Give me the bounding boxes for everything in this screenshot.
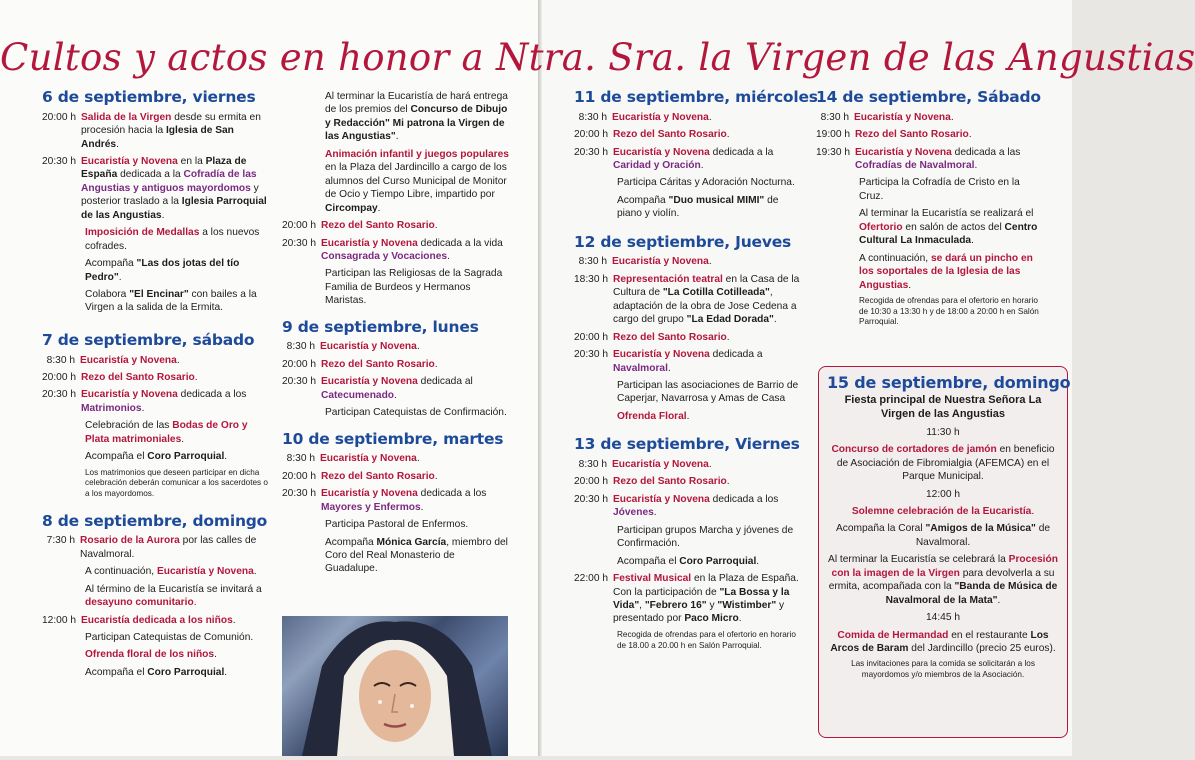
day-heading: 14 de septiembre, Sábado: [816, 88, 1041, 106]
event: [282, 219, 510, 232]
day-heading: 11 de septiembre, miércoles: [574, 88, 818, 106]
event-time: 20:30 h: [574, 349, 608, 361]
event-detail: Acompaña el Coro Parroquial.: [617, 555, 760, 567]
event-text: Comida de Hermandad en el restaurante Los Arcos de Baram del Jardincillo (precio 25 euros).: [830, 629, 1056, 655]
note-text: Recogida de ofrendas para el ofertorio en horario de 10:30 a 13:30 h y de 18:00 a 20:00 h en Salón Parroquial.: [859, 296, 1039, 327]
event-time: 20:30 h: [282, 488, 316, 500]
event-time: 20:00 h: [282, 470, 316, 482]
event-time: 20:00 h: [574, 476, 608, 488]
page-title: Cultos y actos en honor a Ntra. Sra. la Virgen de las Angustias: [0, 36, 1195, 79]
event: [816, 128, 1042, 141]
event-detail: Al terminar la Eucaristía se realizará el Ofertorio en salón de actos del Centro Cultural La Inmaculada.: [859, 208, 1038, 247]
event-time: 20:00 h: [574, 331, 608, 343]
event-time: 20:00 h: [574, 129, 608, 141]
event-detail: Acompaña "Las dos jotas del tío Pedro".: [85, 258, 240, 283]
event-detail: Colabora "El Encinar" con bailes a la Virgen a la salida de la Ermita.: [85, 289, 257, 314]
event-time: 20:00 h: [282, 358, 316, 370]
event-text: Eucaristía y Novena dedicada a las Cofradías de Navalmoral.: [855, 146, 1021, 171]
event-detail: Acompaña Mónica García, miembro del Coro del Real Monasterio de Guadalupe.: [325, 536, 508, 575]
event-time: 8:30 h: [286, 453, 315, 465]
event: [574, 572, 800, 626]
event-time: 11:30 h: [926, 426, 960, 438]
event: [42, 371, 268, 384]
event-detail: Ofrenda floral de los niños.: [85, 649, 217, 661]
event-text: Eucaristía y Novena dedicada al Catecumenado.: [321, 376, 473, 401]
event-text: Eucaristía y Novena.: [854, 111, 954, 123]
event: [282, 237, 510, 264]
event: [574, 475, 800, 488]
event: [42, 388, 268, 415]
event-text: Eucaristía y Novena en la Plaza de España dedicada a la Cofradía de las Angustias y antiguos mayordomos y posterior traslado a la Iglesia Parroquial de las Angustias.: [81, 155, 267, 221]
main-festivity-box: [818, 366, 1071, 738]
event-text: Eucaristía y Novena dedicada a la vida Consagrada y Vocaciones.: [321, 237, 503, 262]
event: [42, 614, 268, 627]
day-heading: 6 de septiembre, viernes: [42, 88, 256, 106]
virgin-image-icon: [282, 616, 508, 756]
event-detail: Participa Pastoral de Enfermos.: [325, 519, 469, 531]
event: [816, 111, 1042, 124]
event-time: 12:00 h: [42, 614, 76, 626]
event-time: 20:30 h: [282, 376, 316, 388]
day-heading: 13 de septiembre, Viernes: [574, 435, 800, 454]
page-fold: [538, 0, 542, 756]
note-text: Recogida de ofrendas para el ofertorio en horario de 18.00 a 20.00 h en Salón Parroquial.: [617, 629, 796, 650]
event: [574, 493, 800, 520]
event-text: Eucaristía y Novena dedicada a Navalmoral.: [613, 349, 763, 374]
event-time: 7:30 h: [46, 535, 75, 547]
event-text: Rezo del Santo Rosario.: [855, 129, 972, 141]
event-text: Rezo del Santo Rosario.: [321, 220, 438, 232]
event-time: 22:00 h: [574, 573, 608, 585]
event-time: 8:30 h: [286, 341, 315, 353]
event-time: 20:30 h: [42, 389, 76, 401]
event-time: 20:00 h: [42, 371, 76, 383]
event: [574, 348, 800, 375]
event-detail: Participa la Cofradía de Cristo en la Cruz.: [859, 177, 1020, 202]
event-text: Eucaristía y Novena dedicada a la Caridad y Oración.: [613, 146, 774, 171]
event-detail: A continuación, Eucaristía y Novena.: [85, 566, 257, 578]
event-detail: A continuación, se dará un pincho en los soportales de la Iglesia de las Angustias.: [859, 252, 1033, 291]
event-detail: Celebración de las Bodas de Oro y Plata matrimoniales.: [85, 420, 248, 445]
event-text: Rezo del Santo Rosario.: [321, 358, 438, 370]
note-text: Los matrimonios que deseen participar en dicha celebración deberán comunicar a los sacerdotes o a los mayordomos.: [85, 467, 268, 499]
event: [574, 146, 800, 173]
event-time: 8:30 h: [578, 458, 607, 470]
event-detail: Imposición de Medallas a los nuevos cofrades.: [85, 227, 260, 252]
event-time: 8:30 h: [820, 111, 849, 123]
event-time: 12:00 h: [926, 488, 960, 500]
event: [574, 273, 800, 327]
event-text: Rezo del Santo Rosario.: [613, 331, 730, 343]
virgin-photo: [282, 616, 508, 756]
event: [816, 146, 1042, 173]
event-text: Rezo del Santo Rosario.: [613, 476, 730, 488]
event-time: 20:30 h: [574, 493, 608, 505]
event: [282, 375, 510, 402]
day-heading: 8 de septiembre, domingo: [42, 511, 268, 530]
event-text: Eucaristía y Novena.: [80, 354, 180, 366]
event-text: Al terminar la Eucaristía se celebrará la Procesión con la imagen de la Virgen para devolverla a su ermita, acompañada con la "Banda de Música de Navalmoral de la Mata".: [828, 554, 1058, 606]
event: [282, 470, 510, 483]
event-time: 20:30 h: [282, 237, 316, 249]
event-text: Representación teatral en la Casa de la Cultura de "La Cotilla Cotilleada", adaptación de la obra de Jose Cedena a cargo del grupo "La Edad Dorada".: [613, 273, 800, 326]
day-heading: 9 de septiembre, lunes: [282, 317, 479, 336]
event-time: 20:00 h: [42, 111, 76, 123]
event: [282, 358, 510, 371]
event-time: 18:30 h: [574, 273, 608, 285]
event: [574, 458, 800, 471]
column-1: [42, 88, 268, 683]
event-detail: Participan Catequistas de Comunión.: [85, 631, 254, 643]
event-text: Acompaña la Coral "Amigos de la Música" de Navalmoral.: [835, 523, 1051, 548]
event-detail: Participan grupos Marcha y jóvenes de Confirmación.: [617, 524, 794, 550]
note-text: Las invitaciones para la comida se solicitarán a los mayordomos y/o miembros de la Asociación.: [851, 659, 1035, 680]
event: [574, 111, 800, 124]
event-text: Solemne celebración de la Eucaristía.: [851, 505, 1035, 517]
event-text: Rezo del Santo Rosario.: [81, 371, 198, 383]
event-time: 8:30 h: [578, 111, 607, 123]
event-detail: Participa Cáritas y Adoración Nocturna.: [617, 177, 795, 189]
event-detail: Participan Catequistas de Confirmación.: [325, 407, 507, 419]
event: [282, 452, 510, 465]
event: [42, 111, 268, 151]
event-detail: Acompaña el Coro Parroquial.: [85, 666, 228, 678]
event: [42, 534, 268, 561]
event-text: Rezo del Santo Rosario.: [321, 470, 438, 482]
event-detail: Acompaña el Coro Parroquial.: [85, 451, 228, 463]
column-2: [282, 90, 510, 580]
column-4: [816, 88, 1042, 332]
event-text: Eucaristía y Novena.: [612, 458, 712, 470]
event-text: Eucaristía y Novena.: [320, 453, 420, 465]
event-time: 19:30 h: [816, 146, 850, 158]
event-time: 20:30 h: [574, 146, 608, 158]
event-detail: Acompaña "Duo musical MIMI" de piano y violín.: [617, 194, 779, 220]
event-text: Concurso de cortadores de jamón en beneficio de Asociación de Fibromialgia (AFEMCA) en el Parque Municipal.: [831, 444, 1055, 483]
event-detail: Participan las Religiosas de la Sagrada Familia de Burdeos y Hermanos Maristas.: [325, 268, 503, 307]
day-heading: 12 de septiembre, Jueves: [574, 232, 792, 251]
day-heading: 10 de septiembre, martes: [282, 429, 504, 448]
event-time: 8:30 h: [578, 256, 607, 268]
event-detail: Al término de la Eucaristía se invitará a desayuno comunitario.: [85, 583, 262, 609]
event: [574, 128, 800, 141]
event: [574, 255, 800, 268]
event-text: Salida de la Virgen desde su ermita en procesión hacia la Iglesia de San Andrés.: [81, 111, 261, 150]
event: [42, 155, 268, 222]
event-time: 20:30 h: [42, 155, 76, 167]
event: [282, 340, 510, 353]
day-heading: 7 de septiembre, sábado: [42, 330, 255, 349]
event-detail: Al terminar la Eucaristía de hará entrega de los premios del Concurso de Dibujo y Redacción" Mi patrona la Virgen de las Angustias".: [325, 91, 508, 143]
event-detail: Participan las asociaciones de Barrio de Caperjar, Navarrosa y Amas de Casa: [617, 379, 799, 405]
event: [42, 354, 268, 367]
event-time: 20:00 h: [282, 220, 316, 232]
event-text: Eucaristía y Novena.: [612, 256, 712, 268]
event: [282, 487, 510, 514]
column-3: [574, 88, 818, 655]
event-text: Eucaristía y Novena.: [320, 341, 420, 353]
event-text: Eucaristía y Novena.: [612, 111, 712, 123]
event: [574, 331, 800, 344]
event-text: Eucaristía dedicada a los niños.: [81, 614, 236, 626]
event-time: 8:30 h: [46, 354, 75, 366]
event-detail: Animación infantil y juegos populares en la Plaza del Jardincillo a cargo de los alumnos del Curso Municipal de Monitor de Ocio y Tiempo Libre, impartido por Circompay.: [325, 148, 509, 214]
event-text: Eucaristía y Novena dedicada a los Matrimonios.: [81, 389, 247, 414]
event-text: Rosario de la Aurora por las calles de Navalmoral.: [80, 535, 257, 560]
event-text: Eucaristía y Novena dedicada a los Jóvenes.: [613, 493, 779, 519]
event-text: Festival Musical en la Plaza de España. Con la participación de "La Bossa y la Vida", "Febrero 16" y "Wistimber" y presentado por Paco Micro.: [613, 573, 799, 625]
event-detail: Ofrenda Floral.: [617, 410, 690, 422]
event-time: 19:00 h: [816, 129, 850, 141]
festivity-subtitle: Fiesta principal de Nuestra Señora La Virgen de las Angustias: [844, 394, 1042, 420]
event-text: Eucaristía y Novena dedicada a los Mayores y Enfermos.: [321, 488, 487, 513]
day-heading: 15 de septiembre, domingo: [827, 373, 1071, 392]
event-time: 14:45 h: [926, 612, 960, 624]
event-text: Rezo del Santo Rosario.: [613, 129, 730, 141]
